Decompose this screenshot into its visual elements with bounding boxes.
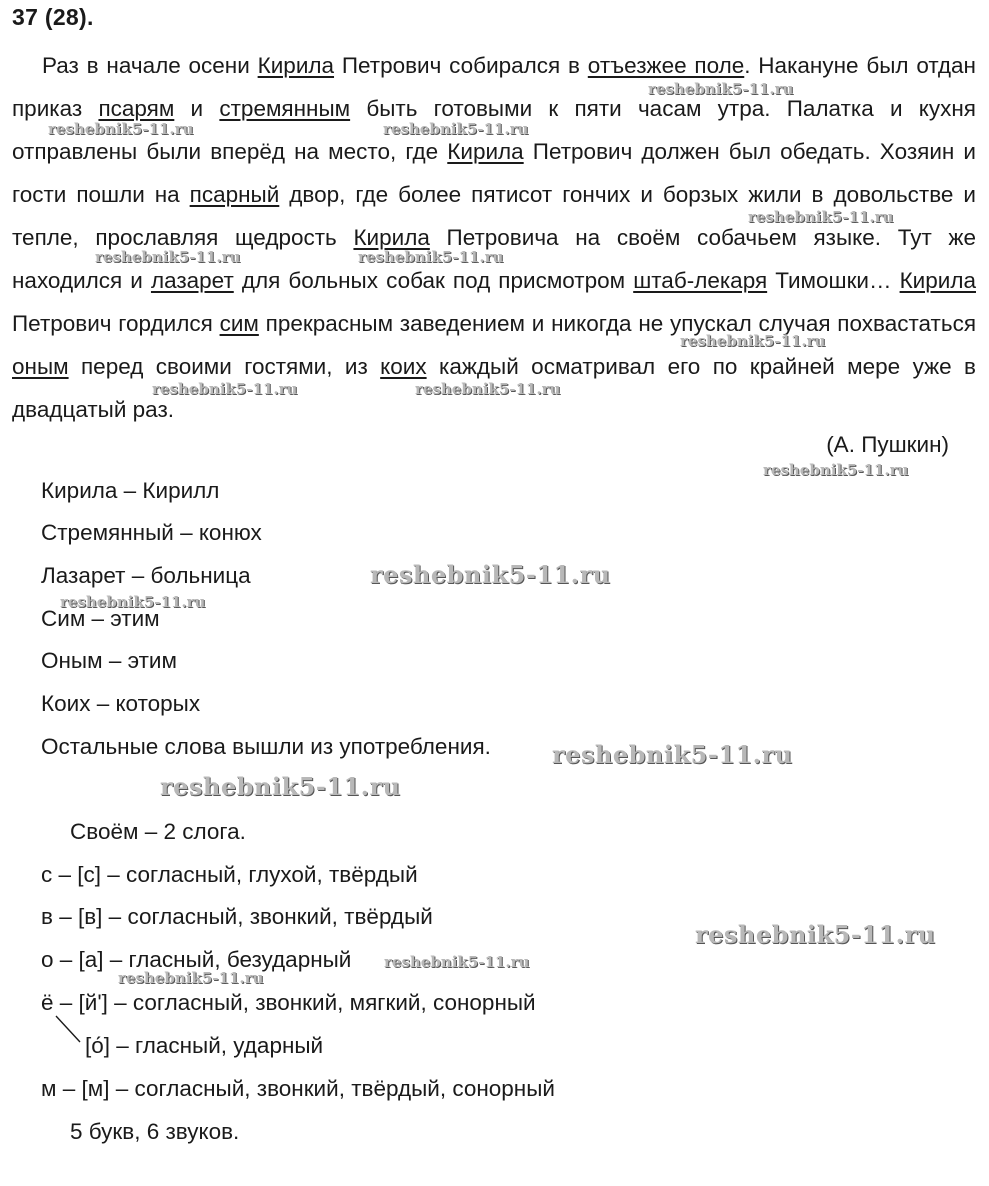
- watermark: reshebnik5-11.ru: [358, 248, 504, 266]
- passage-text: Петрович должен был обедать. Хозяин и гости пошли на: [12, 139, 976, 207]
- underlined-word: Кирила: [447, 139, 524, 164]
- watermark: reshebnik5-11.ru: [152, 380, 298, 398]
- watermark: reshebnik5-11.ru: [95, 248, 241, 266]
- watermark: reshebnik5-11.ru: [415, 380, 561, 398]
- passage-text: перед своими гостями, из: [68, 354, 381, 379]
- analysis-summary: 5 букв, 6 звуков.: [70, 1119, 240, 1144]
- underlined-word: Кирила: [899, 268, 976, 293]
- branch-line-icon: [52, 1012, 86, 1046]
- watermark: reshebnik5-11.ru: [695, 920, 936, 949]
- underlined-word: Кирила: [257, 53, 335, 78]
- literary-passage: [12, 44, 976, 431]
- vocab-item-lazaret: Лазарет – больница: [41, 563, 251, 588]
- underlined-word: коих: [380, 354, 427, 379]
- watermark: reshebnik5-11.ru: [160, 772, 401, 801]
- watermark: reshebnik5-11.ru: [763, 461, 909, 479]
- watermark: reshebnik5-11.ru: [60, 593, 206, 611]
- sound-row-s: с – [с] – согласный, глухой, твёрдый: [41, 862, 418, 887]
- sound-row-m: м – [м] – согласный, звонкий, твёрдый, сонорный: [41, 1076, 555, 1101]
- underlined-word: штаб-лекаря: [633, 268, 768, 293]
- passage-text: прекрасным заведением и никогда не упускал случая похвастаться: [258, 311, 976, 336]
- passage-text: . Накануне был отдан приказ: [12, 53, 976, 121]
- sound-row-v: в – [в] – согласный, звонкий, твёрдый: [41, 904, 433, 929]
- underlined-word: Кирила: [353, 225, 430, 250]
- passage-text: каждый осматривал его по крайней мере уже в двадцатый раз.: [12, 354, 976, 422]
- sound-row-yo-consonant: ё – [й'] – согласный, звонкий, мягкий, сонорный: [41, 990, 536, 1015]
- vocab-item-stremyanny: Стремянный – конюх: [41, 520, 262, 545]
- sound-row-yo-vowel: [о́] – гласный, ударный: [85, 1033, 324, 1058]
- passage-text: Петровича на своём собачьем языке. Тут же находился и: [12, 225, 976, 293]
- analysis-heading: Своём – 2 слога.: [70, 819, 246, 844]
- watermark: reshebnik5-11.ru: [384, 953, 530, 971]
- passage-text: для больных собак под присмотром: [233, 268, 634, 293]
- passage-text: быть готовыми к пяти часам утра. Палатка и кухня отправлены были вперёд на место, где: [12, 96, 976, 164]
- underlined-word: лазарет: [150, 268, 234, 293]
- passage-author: (А. Пушкин): [826, 432, 949, 457]
- task-number: 37 (28).: [12, 4, 94, 30]
- passage-text: Петрович гордился: [12, 311, 220, 336]
- watermark: reshebnik5-11.ru: [383, 120, 529, 138]
- vocab-note: Остальные слова вышли из употребления.: [41, 734, 491, 759]
- passage-text: Петрович собирался в: [334, 53, 588, 78]
- underlined-word: отъезжее поле: [587, 53, 745, 78]
- vocab-item-kirila: Кирила – Кирилл: [41, 478, 220, 503]
- vocab-item-koih: Коих – которых: [41, 691, 201, 716]
- passage-text: Раз в начале осени: [42, 53, 258, 78]
- watermark: reshebnik5-11.ru: [680, 332, 826, 350]
- vocab-item-sim: Сим – этим: [41, 606, 160, 631]
- underlined-word: псарный: [189, 182, 280, 207]
- vocab-item-onym: Оным – этим: [41, 648, 177, 673]
- passage-text: двор, где более пятисот гончих и борзых жили в довольстве и тепле, прославляя щедрость: [12, 182, 976, 250]
- underlined-word: сим: [219, 311, 259, 336]
- passage-text: Тимошки…: [767, 268, 900, 293]
- passage-text: и: [174, 96, 220, 121]
- watermark: reshebnik5-11.ru: [552, 740, 793, 769]
- underlined-word: стремянным: [219, 96, 351, 121]
- underlined-word: оным: [12, 354, 69, 379]
- sound-row-o: о – [а] – гласный, безударный: [41, 947, 352, 972]
- watermark: reshebnik5-11.ru: [48, 120, 194, 138]
- underlined-word: псарям: [98, 96, 175, 121]
- watermark: reshebnik5-11.ru: [118, 969, 264, 987]
- watermark: reshebnik5-11.ru: [370, 560, 611, 589]
- watermark: reshebnik5-11.ru: [648, 80, 794, 98]
- watermark: reshebnik5-11.ru: [748, 208, 894, 226]
